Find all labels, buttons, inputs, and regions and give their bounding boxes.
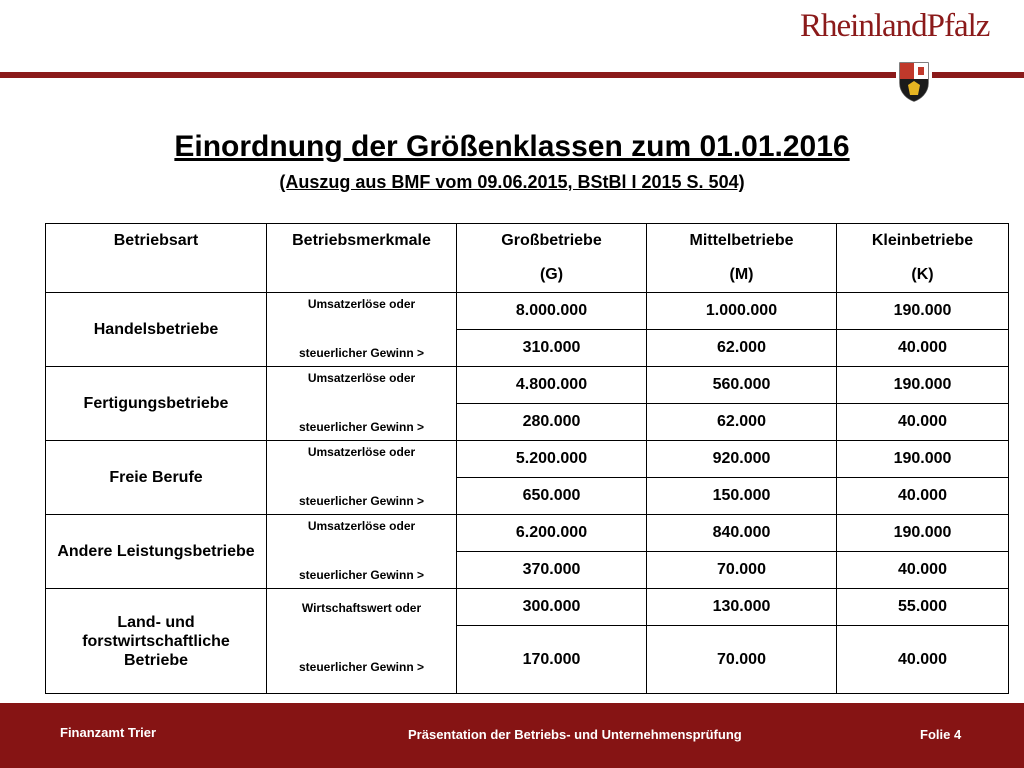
merkmal-cell: Umsatzerlöse oder	[267, 293, 457, 330]
value-cell: 190.000	[837, 367, 1009, 404]
merkmal-cell: Wirtschaftswert oder	[267, 589, 457, 626]
value-cell: 310.000	[457, 329, 647, 367]
value-cell: 70.000	[647, 625, 837, 694]
merkmal-cell: steuerlicher Gewinn >	[267, 625, 457, 694]
header-row	[46, 224, 1009, 257]
value-cell: 62.000	[647, 403, 837, 441]
value-cell: 40.000	[837, 551, 1009, 589]
page-title: Einordnung der Größenklassen zum 01.01.2016	[174, 130, 850, 163]
value-cell: 40.000	[837, 625, 1009, 694]
value-cell: 190.000	[837, 441, 1009, 478]
value-cell: 8.000.000	[457, 293, 647, 330]
value-cell: 150.000	[647, 477, 837, 515]
value-cell: 1.000.000	[647, 293, 837, 330]
header-gross: Großbetriebe	[457, 224, 647, 257]
merkmal-cell: steuerlicher Gewinn >	[267, 403, 457, 441]
header-betriebsart: Betriebsart	[46, 224, 267, 257]
value-cell: 70.000	[647, 551, 837, 589]
value-cell: 560.000	[647, 367, 837, 404]
category-cell: Handelsbetriebe	[46, 293, 267, 367]
value-cell: 40.000	[837, 403, 1009, 441]
category-cell: Fertigungsbetriebe	[46, 367, 267, 441]
category-cell: Freie Berufe	[46, 441, 267, 515]
value-cell: 6.200.000	[457, 515, 647, 552]
header-klein-abbr: (K)	[837, 256, 1009, 293]
value-cell: 280.000	[457, 403, 647, 441]
value-cell: 190.000	[837, 515, 1009, 552]
footer-slide-number: Folie 4	[920, 727, 962, 742]
coat-of-arms-icon	[896, 59, 932, 103]
header-merkmale: Betriebsmerkmale	[267, 224, 457, 257]
merkmal-cell: Umsatzerlöse oder	[267, 367, 457, 404]
header-mittel-abbr: (M)	[647, 256, 837, 293]
size-class-table	[45, 223, 1009, 694]
rheinland-pfalz-logo: RheinlandPfalz	[800, 8, 990, 44]
value-cell: 190.000	[837, 293, 1009, 330]
top-accent-bar	[0, 72, 1024, 78]
value-cell: 920.000	[647, 441, 837, 478]
footer-presentation-title: Präsentation der Betriebs- und Unternehmensprüfung	[408, 727, 742, 742]
value-cell: 650.000	[457, 477, 647, 515]
header-gross-abbr: (G)	[457, 256, 647, 293]
merkmal-cell: Umsatzerlöse oder	[267, 441, 457, 478]
value-cell: 370.000	[457, 551, 647, 589]
table-row	[46, 515, 1009, 552]
value-cell: 300.000	[457, 589, 647, 626]
value-cell: 62.000	[647, 329, 837, 367]
category-cell: Land- und forstwirtschaftliche Betriebe	[46, 589, 267, 694]
table-row	[46, 367, 1009, 404]
header-mittel: Mittelbetriebe	[647, 224, 837, 257]
merkmal-cell: Umsatzerlöse oder	[267, 515, 457, 552]
value-cell: 40.000	[837, 329, 1009, 367]
value-cell: 55.000	[837, 589, 1009, 626]
value-cell: 130.000	[647, 589, 837, 626]
table-row	[46, 589, 1009, 626]
category-cell: Andere Leistungsbetriebe	[46, 515, 267, 589]
footer-office: Finanzamt Trier	[60, 725, 157, 740]
table-row	[46, 293, 1009, 330]
value-cell: 840.000	[647, 515, 837, 552]
value-cell: 170.000	[457, 625, 647, 694]
value-cell: 40.000	[837, 477, 1009, 515]
value-cell: 5.200.000	[457, 441, 647, 478]
header-abbr-row	[46, 256, 1009, 293]
merkmal-cell: steuerlicher Gewinn >	[267, 551, 457, 589]
page-subtitle: (Auszug aus BMF vom 09.06.2015, BStBl I 2015 S. 504)	[279, 172, 745, 192]
value-cell: 4.800.000	[457, 367, 647, 404]
table-row	[46, 441, 1009, 478]
merkmal-cell: steuerlicher Gewinn >	[267, 477, 457, 515]
merkmal-cell: steuerlicher Gewinn >	[267, 329, 457, 367]
header-klein: Kleinbetriebe	[837, 224, 1009, 257]
